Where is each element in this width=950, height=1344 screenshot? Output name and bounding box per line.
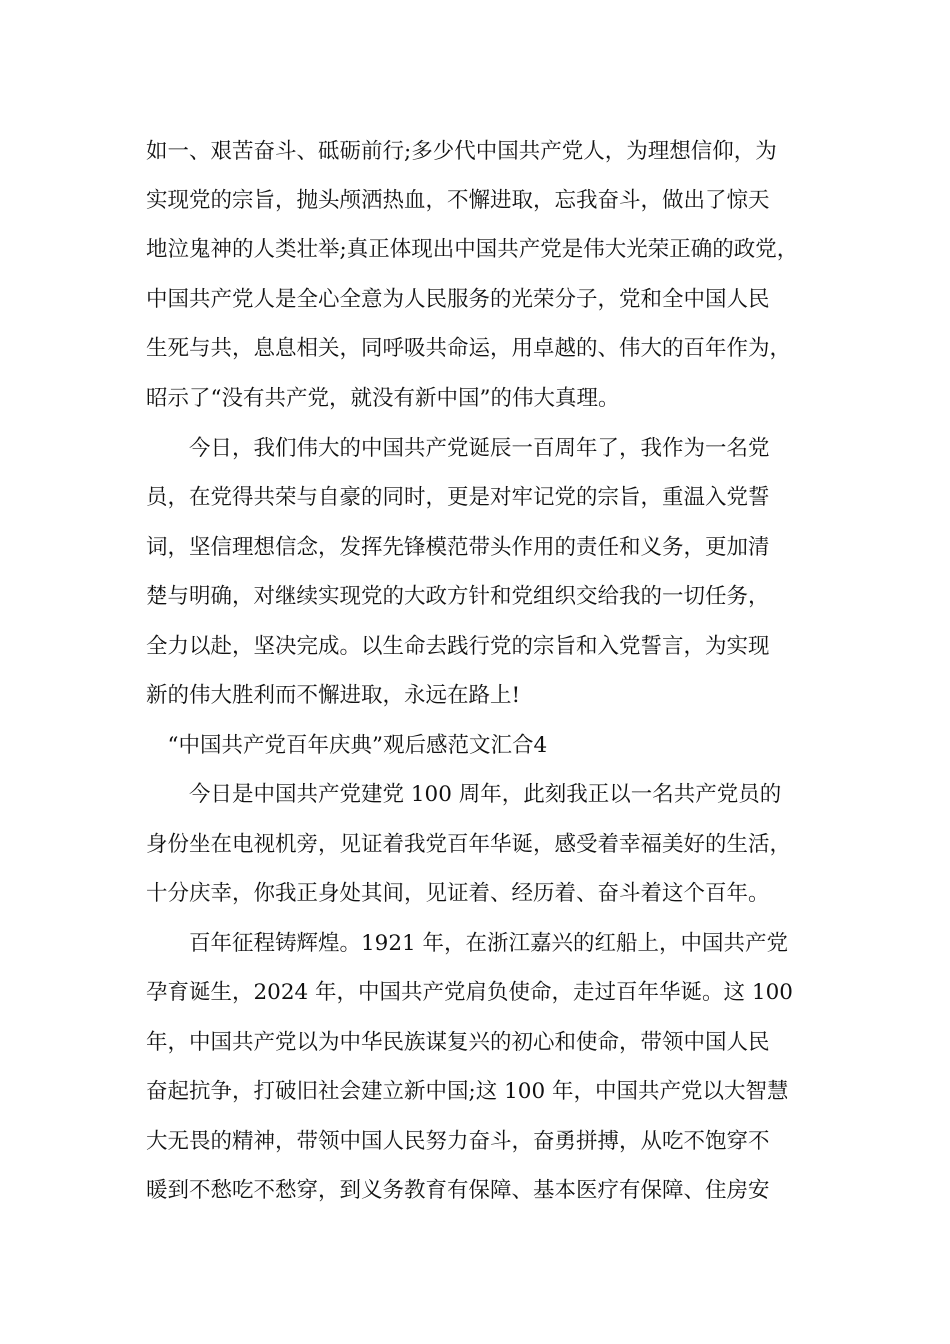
text-line: 生死与共，息息相关，同呼吸共命运，用卓越的、伟大的百年作为， (146, 336, 792, 361)
text-line: 孕育诞生，2024 年，中国共产党肩负使命，走过百年华诞。这 100 (146, 980, 793, 1005)
text-line: 实现党的宗旨，抛头颅洒热血，不懈进取，忘我奋斗，做出了惊天 (146, 188, 770, 213)
section-heading: “中国共产党百年庆典”观后感范文汇合4 (146, 733, 548, 758)
text-line: 地泣鬼神的人类壮举;真正体现出中国共产党是伟大光荣正确的政党， (146, 237, 799, 262)
text-line: 楚与明确，对继续实现党的大政方针和党组织交给我的一切任务， (146, 584, 770, 609)
text-line: 员，在党得共荣与自豪的同时，更是对牢记党的宗旨，重温入党誓 (146, 485, 770, 510)
text-line: 如一、艰苦奋斗、砥砺前行;多少代中国共产党人，为理想信仰，为 (146, 139, 777, 164)
text-line: 昭示了“没有共产党，就没有新中国”的伟大真理。 (146, 386, 620, 411)
text-line: 今日是中国共产党建党 100 周年，此刻我正以一名共产党员的 (146, 782, 782, 807)
text-line: 年，中国共产党以为中华民族谋复兴的初心和使命，带领中国人民 (146, 1030, 770, 1055)
text-line: 中国共产党人是全心全意为人民服务的光荣分子，党和全中国人民 (146, 287, 770, 312)
text-line: 奋起抗争，打破旧社会建立新中国;这 100 年，中国共产党以大智慧 (146, 1079, 789, 1104)
text-line: 暖到不愁吃不愁穿，到义务教育有保障、基本医疗有保障、住房安 (146, 1178, 770, 1203)
text-line: 大无畏的精神，带领中国人民努力奋斗，奋勇拼搏，从吃不饱穿不 (146, 1129, 770, 1154)
text-line: 今日，我们伟大的中国共产党诞辰一百周年了，我作为一名党 (146, 436, 770, 461)
text-line: 十分庆幸，你我正身处其间，见证着、经历着、奋斗着这个百年。 (146, 881, 770, 906)
text-line: 新的伟大胜利而不懈进取，永远在路上! (146, 683, 521, 708)
text-line: 百年征程铸辉煌。1921 年，在浙江嘉兴的红船上，中国共产党 (146, 931, 789, 956)
text-line: 全力以赴，坚决完成。以生命去践行党的宗旨和入党誓言，为实现 (146, 634, 770, 659)
text-line: 词，坚信理想信念，发挥先锋模范带头作用的责任和义务，更加清 (146, 535, 770, 560)
text-line: 身份坐在电视机旁，见证着我党百年华诞，感受着幸福美好的生活， (146, 832, 792, 857)
